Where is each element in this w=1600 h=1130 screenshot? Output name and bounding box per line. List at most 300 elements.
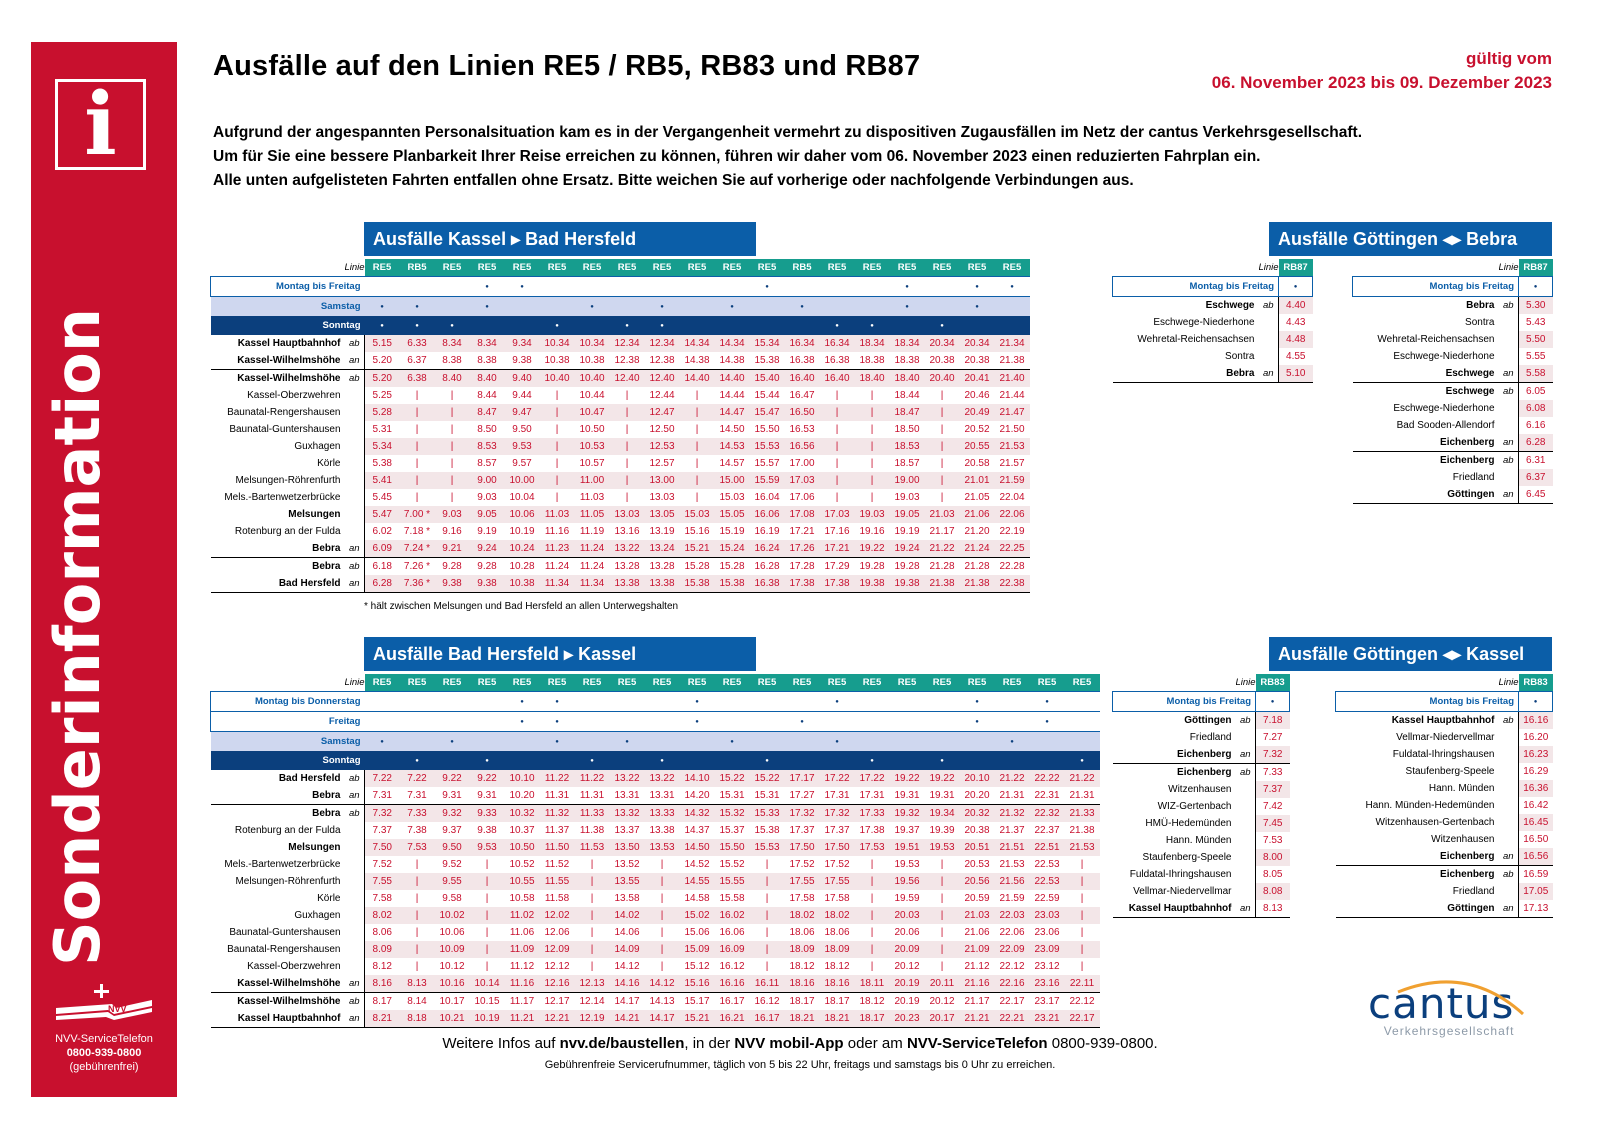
time-cell: 12.02 [540, 907, 575, 924]
timetable-eschwege-bebra [1112, 259, 1313, 383]
time-cell: 9.31 [470, 787, 505, 805]
time-cell: 5.43 [1526, 317, 1546, 328]
cell [400, 692, 435, 712]
time-cell: 11.06 [509, 927, 535, 938]
time-cell: 7.32 [1256, 746, 1290, 764]
time-cell: 18.40 [855, 370, 890, 388]
time-cell: 17.37 [824, 825, 850, 836]
time-cell: 7.42 [1263, 801, 1283, 812]
spacer [211, 259, 345, 277]
arr-dep: ab [1499, 297, 1519, 315]
time-cell: 20.55 [960, 438, 995, 455]
line-header: RE5 [1030, 674, 1065, 692]
station-name: Hann. Münden [1428, 783, 1495, 794]
line-header: RE5 [995, 259, 1030, 277]
time-cell: 11.19 [579, 526, 605, 537]
time-cell: 6.45 [1519, 486, 1553, 504]
time-cell: | [400, 472, 435, 489]
time-cell: 15.31 [750, 787, 785, 805]
time-cell: 21.40 [995, 370, 1030, 388]
time-cell: 18.09 [785, 941, 820, 958]
time-cell: 17.16 [824, 526, 850, 537]
time-cell: | [470, 873, 505, 890]
time-cell: 8.16 [365, 975, 400, 993]
time-cell: 17.50 [785, 839, 820, 856]
time-cell: 13.19 [649, 526, 675, 537]
cell [610, 277, 645, 297]
dot-icon [365, 297, 400, 317]
time-cell: 22.53 [1030, 873, 1065, 890]
day-row [1336, 692, 1553, 712]
time-cell: 16.38 [820, 352, 855, 370]
time-cell: | [555, 390, 559, 401]
arr-dep: ab [1236, 712, 1256, 730]
day-label: Sonntag [211, 751, 365, 770]
cell [820, 277, 855, 297]
time-cell: 16.06 [719, 927, 745, 938]
time-cell: 18.47 [890, 404, 925, 421]
time-cell: 7.22 [365, 770, 400, 787]
time-cell: 14.50 [680, 839, 715, 856]
time-cell: 6.09 [365, 540, 400, 558]
table-row [1113, 798, 1290, 815]
time-cell: | [610, 404, 645, 421]
time-cell: 15.53 [750, 839, 785, 856]
time-cell: | [1065, 873, 1100, 890]
time-cell: 20.20 [960, 787, 995, 805]
table-row [211, 575, 1030, 593]
time-cell: 21.44 [999, 390, 1025, 401]
line-header: RE5 [855, 259, 890, 277]
time-cell: | [835, 390, 839, 401]
time-cell: | [450, 424, 454, 435]
time-cell: | [820, 472, 855, 489]
time-cell: 18.11 [855, 975, 890, 993]
time-cell: 12.19 [575, 1010, 610, 1028]
cell [435, 712, 470, 732]
arr-dep [1236, 883, 1256, 900]
time-cell: 6.02 [372, 526, 392, 537]
station-name: Bebra [312, 561, 341, 572]
table-row [1336, 746, 1553, 763]
time-cell: 14.17 [645, 1010, 680, 1028]
station-name: Vellmar-Niedervellmar [1133, 886, 1232, 897]
cell [925, 277, 960, 297]
arr-dep: an [1499, 848, 1519, 866]
cell [925, 297, 960, 317]
time-cell: 11.34 [540, 575, 575, 593]
dot-icon [750, 277, 785, 297]
table-row [1353, 365, 1553, 383]
service-phone[interactable]: 0800-939-0800 [66, 1047, 142, 1059]
time-cell: 9.55 [435, 873, 470, 890]
time-cell: 7.50 [365, 839, 400, 856]
time-cell: 20.52 [964, 424, 990, 435]
time-cell: 11.24 [575, 540, 610, 558]
time-cell: 17.26 [785, 540, 820, 558]
time-cell: 7.55 [365, 873, 400, 890]
cell [890, 751, 925, 770]
intro-line: Um für Sie eine bessere Planbarkeit Ihrer Reise erreichen zu können, führen wir daher vom 06. November 2023 einen reduzierten Fahrplan ein. [213, 148, 1261, 165]
station-name: Baunatal-Guntershausen [229, 927, 341, 938]
time-cell: | [645, 873, 680, 890]
cell [505, 316, 540, 335]
table-row [1113, 832, 1290, 849]
spacer [1353, 259, 1499, 277]
dot-icon [540, 712, 575, 732]
arr-dep [345, 489, 365, 506]
arr-dep [345, 523, 365, 540]
time-cell: 17.38 [859, 825, 885, 836]
dot-icon [960, 277, 995, 297]
table-row [1353, 348, 1553, 365]
timetable-goettingen-kassel [1112, 674, 1290, 918]
cell [855, 692, 890, 712]
time-cell: 20.40 [925, 370, 960, 388]
time-cell: 21.22 [925, 540, 960, 558]
day-label: Montag bis Freitag [211, 277, 365, 297]
time-cell: 17.52 [824, 859, 850, 870]
time-cell: 18.34 [855, 335, 890, 352]
arr-dep [1499, 883, 1519, 900]
table-row [211, 472, 1030, 489]
time-cell: 18.38 [890, 352, 925, 370]
arr-dep [1236, 798, 1256, 815]
station-name: Bebra [312, 808, 341, 819]
dot-icon [575, 751, 610, 770]
table-row [211, 958, 1100, 975]
time-cell: 21.38 [960, 575, 995, 593]
time-cell: 10.16 [435, 975, 470, 993]
time-cell: | [1080, 961, 1084, 972]
day-label: Montag bis Freitag [1336, 692, 1519, 712]
time-cell: 8.38 [435, 352, 470, 370]
time-cell: | [765, 927, 769, 938]
time-cell: | [435, 404, 470, 421]
timetable-kassel-goettingen [1335, 674, 1553, 918]
arr-dep: an [345, 540, 365, 558]
time-cell: 13.03 [649, 492, 675, 503]
time-cell: 9.28 [442, 561, 462, 572]
time-cell: | [485, 961, 489, 972]
time-cell: | [590, 859, 594, 870]
time-cell: 15.59 [750, 472, 785, 489]
time-cell: 17.58 [789, 893, 815, 904]
time-cell: 20.58 [964, 458, 990, 469]
cell [890, 712, 925, 732]
time-cell: | [415, 424, 419, 435]
time-cell: 17.32 [785, 805, 820, 823]
arr-dep [345, 506, 365, 523]
time-cell: | [855, 941, 890, 958]
time-cell: 21.22 [1065, 770, 1100, 787]
time-cell: 11.33 [575, 805, 610, 823]
table-row [211, 924, 1100, 941]
time-cell: 22.21 [995, 1010, 1030, 1028]
time-cell: 17.37 [789, 825, 815, 836]
day-label: Montag bis Donnerstag [211, 692, 365, 712]
arr-dep [1499, 469, 1519, 486]
linie-label: Linie [1235, 677, 1256, 688]
time-cell: 12.09 [540, 941, 575, 958]
time-cell: 10.50 [505, 839, 540, 856]
time-cell: 14.20 [680, 787, 715, 805]
time-cell: 23.03 [1030, 907, 1065, 924]
day-row [211, 692, 1100, 712]
dot-icon [400, 316, 435, 335]
time-cell: | [575, 907, 610, 924]
cell [610, 712, 645, 732]
time-cell: 5.41 [365, 472, 400, 489]
time-cell: | [400, 907, 435, 924]
time-cell: 11.37 [544, 825, 570, 836]
intro-text [213, 121, 1362, 193]
cell [995, 692, 1030, 712]
table-row [1113, 883, 1290, 900]
time-cell: | [750, 941, 785, 958]
time-cell: 11.53 [575, 839, 610, 856]
time-cell: | [645, 907, 680, 924]
time-cell: 20.09 [890, 941, 925, 958]
time-cell: 16.12 [719, 961, 745, 972]
time-cell: 9.24 [470, 540, 505, 558]
table-row [211, 404, 1030, 421]
station-name: Melsungen [288, 509, 341, 520]
time-cell: 15.28 [719, 561, 745, 572]
time-cell: 17.03 [785, 472, 820, 489]
line-header: RB5 [400, 259, 435, 277]
time-cell: 18.12 [859, 996, 885, 1007]
time-cell: 10.37 [509, 825, 535, 836]
time-cell: 16.11 [750, 975, 785, 993]
valid-label: gültig vom [1466, 49, 1552, 68]
time-cell: 16.29 [1523, 766, 1549, 777]
table-row [211, 352, 1030, 370]
time-cell: 21.20 [964, 526, 990, 537]
time-cell: 7.26 * [403, 561, 431, 572]
time-cell: 21.56 [995, 873, 1030, 890]
time-cell: 14.12 [645, 975, 680, 993]
time-cell: 19.31 [925, 787, 960, 805]
cell [540, 277, 575, 297]
time-cell: 13.16 [614, 526, 640, 537]
time-cell: 7.37 [1256, 781, 1290, 798]
table-row [211, 941, 1100, 958]
time-cell: | [940, 927, 944, 938]
line-header: RE5 [645, 259, 680, 277]
time-cell: 10.53 [575, 438, 610, 455]
time-cell: 21.59 [995, 472, 1030, 489]
time-cell: 21.53 [999, 859, 1025, 870]
time-cell: 10.12 [439, 961, 465, 972]
table-row [1353, 297, 1553, 315]
time-cell: 9.50 [435, 839, 470, 856]
time-cell: 12.12 [544, 961, 570, 972]
table-row [211, 438, 1030, 455]
time-cell: | [695, 458, 699, 469]
arr-dep: ab [1499, 866, 1519, 884]
time-cell: 10.06 [439, 927, 465, 938]
time-cell: 19.38 [890, 575, 925, 593]
time-cell: | [940, 458, 944, 469]
cell [1030, 732, 1065, 752]
arr-dep [1236, 866, 1256, 883]
time-cell: | [855, 438, 890, 455]
station-name: Eichenberg [1353, 434, 1499, 452]
time-cell: | [1080, 893, 1084, 904]
time-cell: 17.03 [820, 506, 855, 523]
time-cell: 6.16 [1526, 420, 1546, 431]
time-cell: 15.58 [719, 893, 745, 904]
cell [715, 277, 750, 297]
time-cell: 16.16 [715, 975, 750, 993]
time-cell: 15.44 [754, 390, 780, 401]
cell [925, 712, 960, 732]
time-cell: 5.50 [1519, 331, 1553, 348]
time-cell: 8.12 [372, 961, 392, 972]
dot-icon [995, 732, 1030, 752]
table-row [1113, 729, 1290, 746]
time-cell: 22.19 [999, 526, 1025, 537]
footer-link-baustellen[interactable]: nvv.de/baustellen [559, 1035, 685, 1052]
station-name: Bad Hersfeld [211, 575, 345, 593]
arr-dep [345, 941, 365, 958]
arr-dep: ab [345, 335, 365, 352]
arr-dep [345, 472, 365, 489]
cell [680, 297, 715, 317]
table-row [1336, 712, 1553, 730]
time-cell: 8.47 [470, 404, 505, 421]
timetable-bebra-goettingen [1352, 259, 1553, 504]
time-cell: 13.33 [645, 805, 680, 823]
time-cell: 16.50 [785, 404, 820, 421]
dot-icon [855, 316, 890, 335]
line-header: RE5 [750, 259, 785, 277]
table-row [211, 558, 1030, 576]
time-cell: 18.53 [890, 438, 925, 455]
time-cell: 23.12 [1034, 961, 1060, 972]
time-cell: | [610, 472, 645, 489]
time-cell: 20.19 [890, 975, 925, 993]
time-cell: 19.37 [894, 825, 920, 836]
table-row [211, 455, 1030, 472]
time-cell: 13.22 [645, 770, 680, 787]
time-cell: 19.16 [859, 526, 885, 537]
time-cell: 15.57 [754, 458, 780, 469]
time-cell: 14.09 [610, 941, 645, 958]
cell [855, 732, 890, 752]
time-cell: 9.38 [435, 575, 470, 593]
arr-dep: an [345, 575, 365, 593]
day-label: Montag bis Freitag [1113, 277, 1279, 297]
table-title-bad-hersfeld-kassel: Ausfälle Bad Hersfeld ▸ Kassel [364, 637, 756, 671]
time-cell: | [870, 961, 874, 972]
time-cell: 14.12 [614, 961, 640, 972]
time-cell: 17.38 [785, 575, 820, 593]
time-cell: | [555, 458, 559, 469]
cell [995, 316, 1030, 335]
time-cell: 13.03 [610, 506, 645, 523]
arr-dep: ab [345, 558, 365, 576]
time-cell: 6.37 [1519, 469, 1553, 486]
time-cell: 20.41 [960, 370, 995, 388]
time-cell: 7.24 * [400, 540, 435, 558]
time-cell: | [820, 438, 855, 455]
time-cell: 21.31 [1065, 787, 1100, 805]
station-name: Eichenberg [1113, 746, 1236, 764]
time-cell: 7.53 [400, 839, 435, 856]
station-name: Eschwege [1445, 386, 1495, 397]
time-cell: 17.38 [820, 575, 855, 593]
time-cell: 7.31 [365, 787, 400, 805]
time-cell: 18.02 [785, 907, 820, 924]
time-cell: | [855, 404, 890, 421]
line-header: RE5 [470, 674, 505, 692]
time-cell: 23.21 [1030, 1010, 1065, 1028]
time-cell: 13.05 [645, 506, 680, 523]
time-cell: 12.13 [575, 975, 610, 993]
service-label: NVV-ServiceTelefon [55, 1033, 153, 1045]
time-cell: 14.55 [680, 873, 715, 890]
time-cell: 14.10 [680, 770, 715, 787]
station-name: Guxhagen [294, 441, 341, 452]
time-cell: 8.06 [372, 927, 392, 938]
station-name: Baunatal-Rengershausen [227, 944, 341, 955]
time-cell: 14.21 [610, 1010, 645, 1028]
svg-text:NVV: NVV [108, 1004, 127, 1014]
time-cell: 17.33 [855, 805, 890, 823]
day-label: Samstag [211, 732, 365, 752]
line-header: RB5 [785, 259, 820, 277]
time-cell: 22.17 [999, 996, 1025, 1007]
time-cell: 17.22 [820, 770, 855, 787]
station-name: Körle [317, 893, 341, 904]
time-cell: 11.23 [540, 540, 575, 558]
time-cell: 10.34 [575, 335, 610, 352]
table-row [1336, 831, 1553, 848]
dot-icon [610, 732, 645, 752]
time-cell: 14.58 [684, 893, 710, 904]
cell [610, 297, 645, 317]
time-cell: 9.52 [442, 859, 462, 870]
table-row [1113, 849, 1290, 866]
station-name: Melsungen [288, 842, 341, 853]
cell [750, 297, 785, 317]
table-row [1113, 712, 1290, 730]
table-row [211, 770, 1100, 787]
table-row [211, 805, 1100, 823]
station-name: Kassel-Oberzwehren [247, 961, 341, 972]
line-header: RE5 [540, 674, 575, 692]
table-row [211, 787, 1100, 805]
time-cell: 11.17 [509, 996, 535, 1007]
time-cell: 22.06 [999, 927, 1025, 938]
time-cell: | [925, 404, 960, 421]
line-header: RE5 [645, 674, 680, 692]
dot-icon [540, 316, 575, 335]
time-cell: 9.16 [442, 526, 462, 537]
time-cell: 10.40 [575, 370, 610, 388]
station-name: Guxhagen [294, 910, 341, 921]
time-cell: 10.32 [505, 805, 540, 823]
cell [505, 297, 540, 317]
time-cell: 19.03 [855, 506, 890, 523]
time-cell: 14.50 [719, 424, 745, 435]
time-cell: | [625, 492, 629, 503]
station-name: Mels.-Bartenwetzerbrücke [224, 859, 341, 870]
time-cell: 10.19 [470, 1010, 505, 1028]
time-cell: 16.40 [785, 370, 820, 388]
